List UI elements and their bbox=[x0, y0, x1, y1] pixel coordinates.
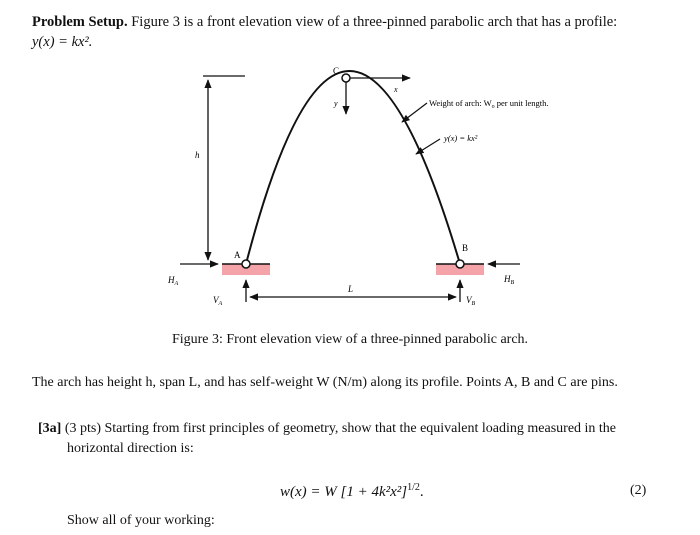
label-a: A bbox=[234, 250, 241, 260]
weight-leader bbox=[402, 103, 427, 122]
label-x: x bbox=[394, 85, 398, 94]
pin-b bbox=[456, 260, 464, 268]
label-vb: $V_B$ bbox=[466, 295, 476, 307]
intro-profile: y(x) = kx². bbox=[32, 34, 93, 50]
intro-heading: Problem Setup. bbox=[32, 14, 128, 30]
label-y: y bbox=[334, 99, 338, 108]
label-l: L bbox=[348, 284, 354, 294]
question-label: [3a] bbox=[38, 421, 62, 436]
figure-caption: Figure 3: Front elevation view of a three-pinned parabolic arch. bbox=[171, 332, 529, 347]
question-points: (3 pts) bbox=[64, 421, 101, 436]
question-text-1: Starting from first principles of geometry, show that the equivalent loading measured in the bbox=[104, 421, 617, 436]
arch-curve bbox=[246, 71, 460, 264]
label-h: h bbox=[195, 150, 200, 160]
description-paragraph: The arch has height h, span L, and has self-weight W (N/m) along its profile. Points A, B and C are pins. bbox=[32, 375, 618, 390]
label-c: C bbox=[333, 66, 340, 76]
question-3a bbox=[38, 419, 663, 439]
profile-note: y(x) = kx² bbox=[444, 133, 478, 143]
profile-leader bbox=[416, 139, 440, 154]
equation-tail: . bbox=[419, 484, 424, 500]
pin-a bbox=[242, 260, 250, 268]
pin-c bbox=[342, 74, 350, 82]
equation-body: w(x) = W [1 + 4k²x²] bbox=[280, 484, 408, 500]
show-work-label: Show all of your working: bbox=[67, 513, 215, 528]
label-hb: $H_B$ bbox=[504, 274, 515, 286]
intro-text: Figure 3 is a front elevation view of a three-pinned parabolic arch that has a profile: bbox=[131, 14, 618, 30]
label-b: B bbox=[462, 243, 469, 253]
weight-note: Weight of arch: $W_o$ per unit length. bbox=[429, 98, 549, 110]
label-va: $V_A$ bbox=[213, 295, 223, 307]
label-ha: $H_A$ bbox=[168, 275, 179, 287]
question-text-2: horizontal direction is: bbox=[67, 441, 194, 456]
equation-exponent: 1/2 bbox=[407, 482, 420, 493]
equation bbox=[280, 478, 424, 502]
equation-number: (2) bbox=[630, 483, 647, 498]
